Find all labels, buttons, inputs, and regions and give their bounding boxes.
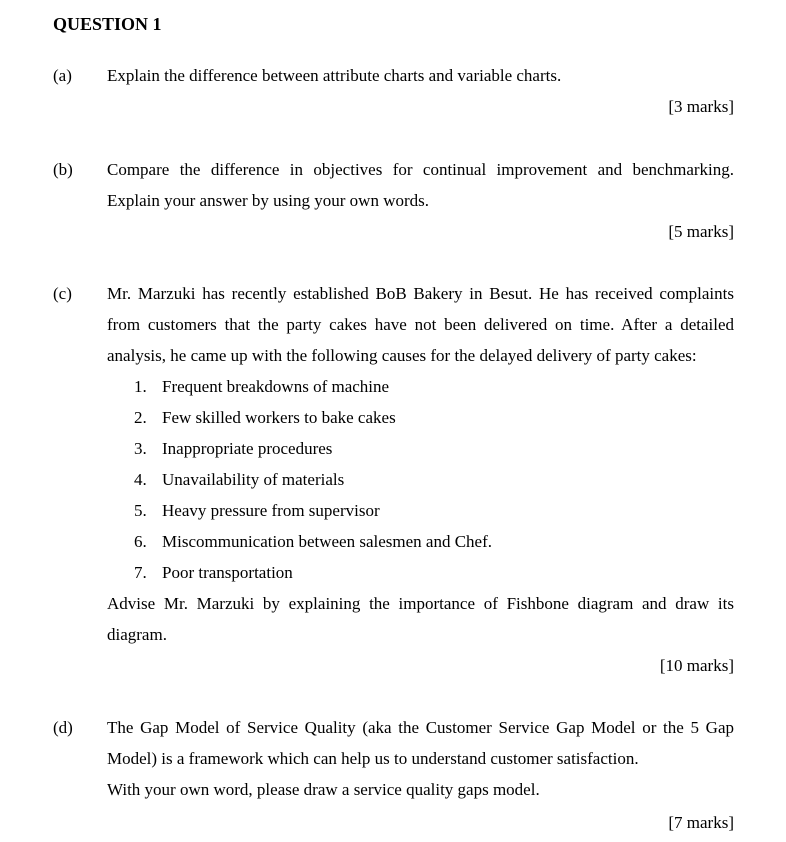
question-d bbox=[53, 712, 734, 838]
causes-list bbox=[107, 371, 734, 588]
list-item: 1. Frequent breakdowns of machine bbox=[134, 377, 390, 396]
list-item: 4. Unavailability of materials bbox=[134, 470, 345, 489]
question-d-intro: The Gap Model of Service Quality (aka the Customer Service Gap Model or the 5 Gap Model) is a framework which can help us to understand customer satisfaction. bbox=[107, 718, 734, 768]
question-a-marks: [3 marks] bbox=[668, 97, 734, 116]
question-d-marks: [7 marks] bbox=[668, 813, 734, 832]
question-b-marks: [5 marks] bbox=[668, 222, 734, 241]
question-a bbox=[53, 60, 734, 122]
list-item: 5. Heavy pressure from supervisor bbox=[134, 501, 380, 520]
question-b-line2: Explain your answer by using your own words. bbox=[107, 191, 430, 210]
page-title: QUESTION 1 bbox=[53, 14, 162, 34]
question-d-task: With your own word, please draw a service quality gaps model. bbox=[107, 780, 540, 799]
list-item: 3. Inappropriate procedures bbox=[134, 439, 333, 458]
question-a-label: (a) bbox=[53, 66, 72, 85]
question-c-marks: [10 marks] bbox=[659, 656, 734, 675]
question-c bbox=[53, 278, 734, 681]
question-c-label: (c) bbox=[53, 284, 72, 303]
question-b-label: (b) bbox=[53, 160, 73, 179]
list-item: 6. Miscommunication between salesmen and Chef. bbox=[134, 532, 492, 551]
question-b bbox=[53, 154, 734, 247]
question-c-task: Advise Mr. Marzuki by explaining the importance of Fishbone diagram and draw its diagram. bbox=[107, 594, 734, 644]
question-a-text: Explain the difference between attribute charts and variable charts. bbox=[107, 66, 562, 85]
list-item: 7. Poor transportation bbox=[134, 563, 293, 582]
question-b-line1: Compare the difference in objectives for continual improvement and benchmarking. bbox=[107, 160, 734, 179]
question-c-intro: Mr. Marzuki has recently established BoB Bakery in Besut. He has received complaints from customers that the party cakes have not been delivered on time. After a detailed analysis, he came up with the following causes for the delayed delivery of party cakes: bbox=[107, 284, 734, 365]
question-d-label: (d) bbox=[53, 718, 73, 737]
list-item: 2. Few skilled workers to bake cakes bbox=[134, 408, 396, 427]
